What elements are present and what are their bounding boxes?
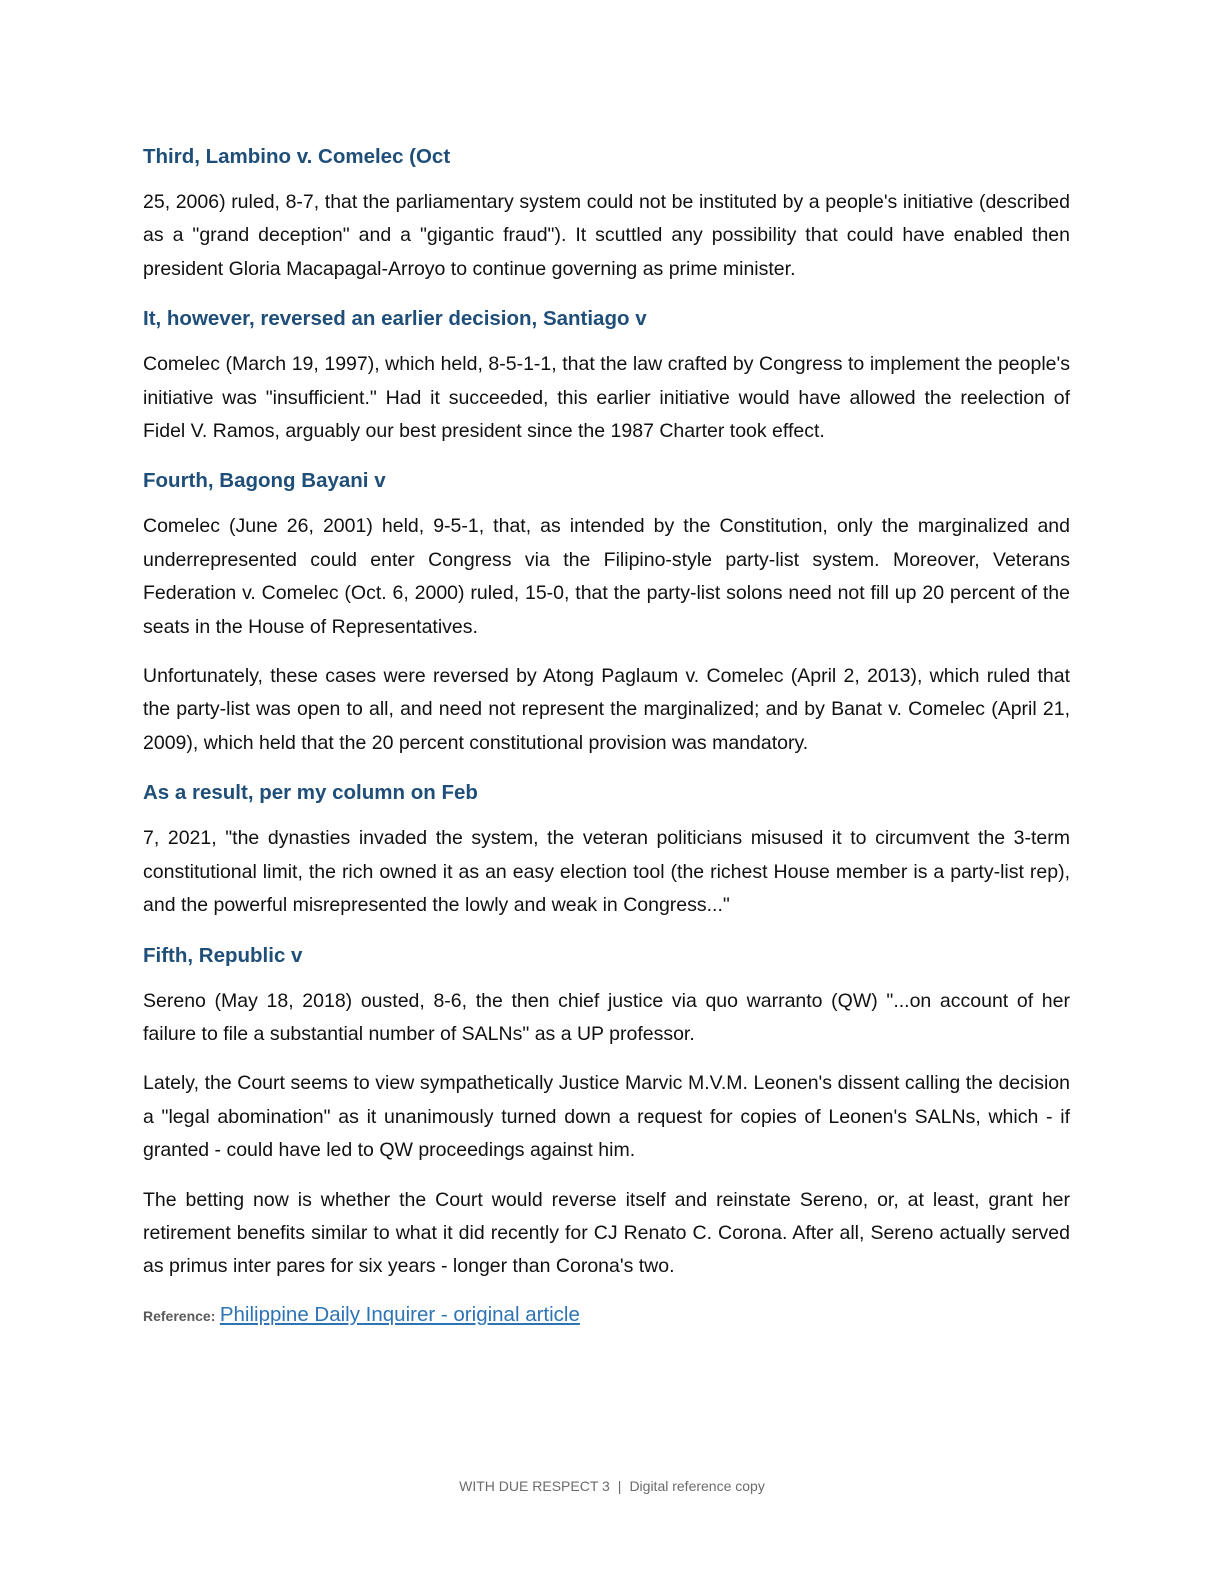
section-santiago — [143, 302, 1070, 448]
footer-title: WITH DUE RESPECT 3 — [459, 1478, 610, 1494]
body-paragraph: Comelec (June 26, 2001) held, 9-5-1, that, as intended by the Constitution, only the marginalized and underrepresented could enter Congress via the Filipino-style party-list system. Moreover, Veterans Federation v. Comelec (Oct. 6, 2000) ruled, 15-0, that the party-list solons need not fill up 20 percent of the seats in the House of Representatives. — [143, 515, 1070, 638]
body-paragraph: Comelec (March 19, 1997), which held, 8-5-1-1, that the law crafted by Congress to implement the people's initiative was "insufficient." Had it succeeded, this earlier initiative would have allowed the reelection of Fidel V. Ramos, arguably our best president since the 1987 Charter took effect. — [143, 353, 1070, 443]
document-body — [143, 140, 1070, 1332]
body-paragraph: The betting now is whether the Court would reverse itself and reinstate Sereno, or, at least, grant her retirement benefits similar to what it did recently for CJ Renato C. Corona. After all, Sereno actually served as primus inter pares for six years - longer than Corona's two. — [143, 1188, 1070, 1278]
body-paragraph: Unfortunately, these cases were reversed by Atong Paglaum v. Comelec (April 2, 2013), which ruled that the party-list was open to all, and need not represent the marginalized; and by Banat v. Comelec (April 21, 2009), which held that the 20 percent constitutional provision was mandatory. — [143, 665, 1070, 754]
body-paragraph: Sereno (May 18, 2018) ousted, 8-6, the then chief justice via quo warranto (QW) "...on account of her failure to file a substantial number of SALNs" as a UP professor. — [143, 989, 1070, 1045]
body-paragraph: 7, 2021, "the dynasties invaded the system, the veteran politicians misused it to circumvent the 3-term constitutional limit, the rich owned it as an easy election tool (the richest House member is a party-list rep), and the powerful misrepresented the lowly and weak in Congress..." — [143, 827, 1070, 917]
section-bagong-bayani — [143, 464, 1070, 760]
section-republic-v-sereno — [143, 939, 1070, 1284]
reference-label: Reference: — [143, 1307, 216, 1324]
footer-note: Digital reference copy — [629, 1478, 765, 1494]
reference-line — [143, 1300, 1070, 1332]
section-heading: Third, Lambino v. Comelec (Oct — [143, 145, 451, 168]
body-paragraph: Lately, the Court seems to view sympathetically Justice Marvic M.V.M. Leonen's dissent calling the decision a "legal abomination" as it unanimously turned down a request for copies of Leonen's SALNs, which - if granted - could have led to QW proceedings against him. — [143, 1072, 1070, 1162]
section-result — [143, 776, 1070, 922]
page-footer — [0, 1478, 1224, 1494]
footer-separator: | — [617, 1478, 622, 1494]
section-heading: Fifth, Republic v — [143, 943, 303, 967]
reference-link[interactable]: Philippine Daily Inquirer - original article — [219, 1302, 580, 1326]
section-heading: As a result, per my column on Feb — [143, 781, 478, 805]
section-heading: It, however, reversed an earlier decision, Santiago v — [143, 307, 647, 331]
section-heading: Fourth, Bagong Bayani v — [143, 469, 386, 493]
body-paragraph: 25, 2006) ruled, 8-7, that the parliamentary system could not be instituted by a people's initiative (described as a "grand deception" and a "gigantic fraud"). It scuttled any possibility that could have enabled then president Gloria Macapagal-Arroyo to continue governing as prime minister. — [143, 191, 1070, 280]
section-lambino — [143, 140, 1070, 286]
